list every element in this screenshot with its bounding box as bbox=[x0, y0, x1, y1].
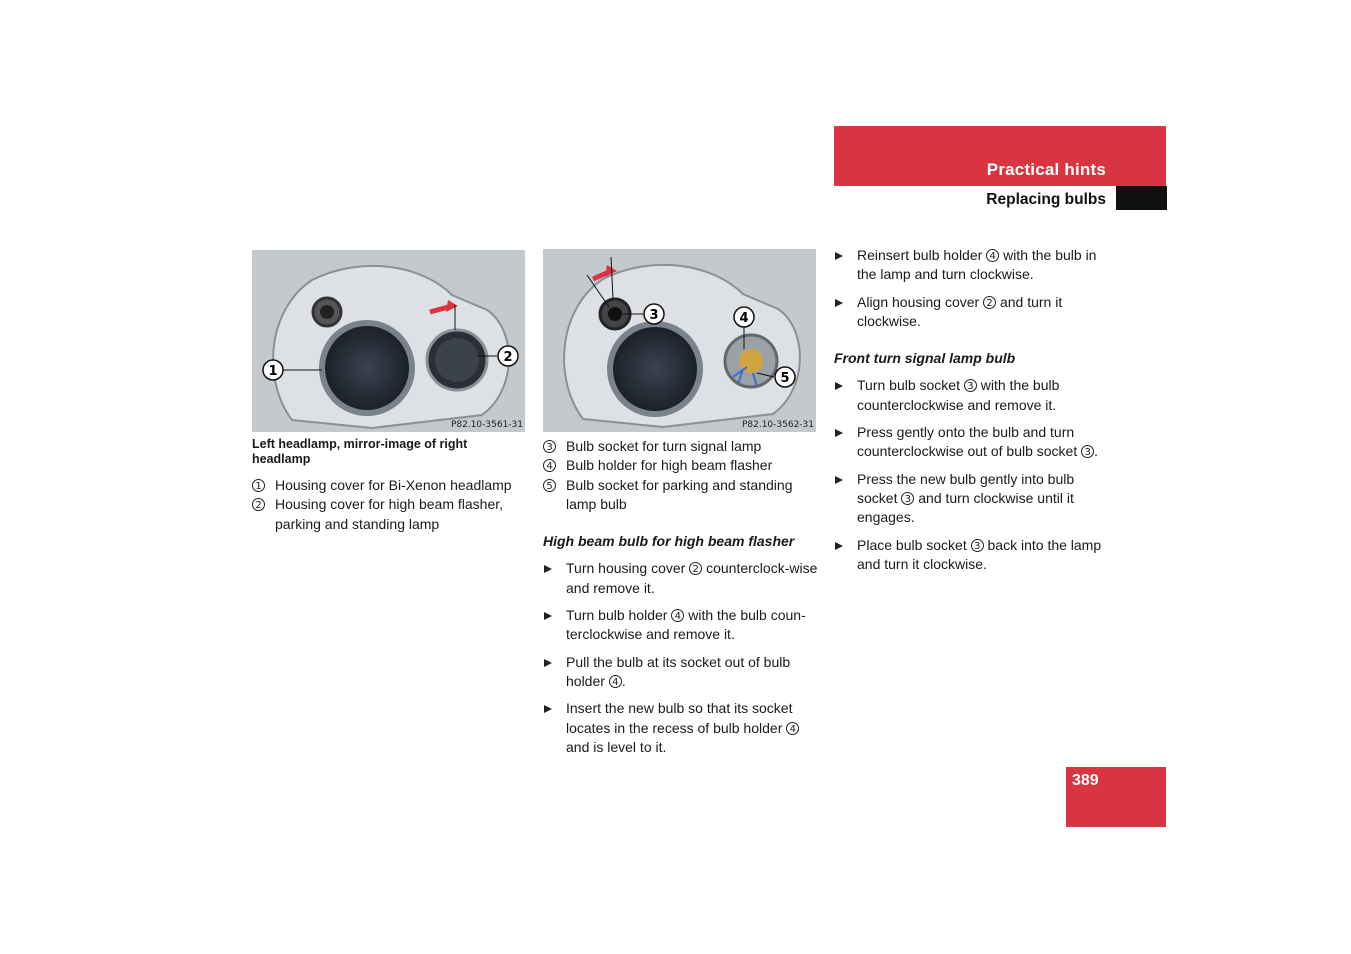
step bbox=[543, 653, 819, 692]
step-text: Turn bulb socket bbox=[857, 377, 964, 394]
figure-right-headlamp bbox=[543, 249, 816, 432]
column-2 bbox=[543, 437, 819, 765]
bullet-triangle-icon bbox=[544, 565, 552, 573]
number-badge: 5 bbox=[543, 479, 556, 492]
step bbox=[543, 699, 819, 757]
bullet-triangle-icon bbox=[835, 429, 843, 437]
step-text: Place bulb socket bbox=[857, 536, 971, 553]
step-text: with the bulb in the lamp and turn clockwise. bbox=[857, 247, 1097, 283]
headlamp-illustration-1 bbox=[252, 250, 525, 432]
section-title: Practical hints bbox=[986, 160, 1106, 179]
step bbox=[543, 559, 819, 598]
legend-item bbox=[252, 476, 527, 495]
step-text: Press gently onto the bulb and turn counterclockwise out of bulb socket bbox=[857, 424, 1082, 460]
figure-code: P82.10-3562-31 bbox=[741, 420, 814, 430]
callout-3: 3 bbox=[649, 308, 659, 323]
column-3 bbox=[834, 246, 1106, 582]
legend-text: Housing cover for Bi-Xenon headlamp bbox=[275, 477, 512, 493]
legend-item bbox=[252, 495, 527, 534]
legend-item bbox=[543, 476, 819, 515]
step-text: . bbox=[621, 672, 626, 689]
step-text: with the bulb coun-terclockwise and remove it. bbox=[566, 607, 806, 643]
bullet-triangle-icon bbox=[835, 542, 843, 550]
bullet-triangle-icon bbox=[544, 705, 552, 713]
legend-text: Housing cover for high beam flasher, parking and standing lamp bbox=[275, 496, 504, 532]
bullet-triangle-icon bbox=[544, 659, 552, 667]
number-badge: 4 bbox=[786, 722, 799, 735]
section-heading: Front turn signal lamp bulb bbox=[834, 350, 1016, 367]
legend-text: Bulb socket for parking and standing lamp bulb bbox=[566, 476, 793, 512]
step-text: Turn bulb holder bbox=[566, 607, 672, 624]
step-text: Press the new bulb gently into bulb socket bbox=[857, 470, 1075, 506]
legend-text: Bulb socket for turn signal lamp bbox=[566, 438, 762, 454]
column-1 bbox=[252, 437, 527, 534]
number-badge: 4 bbox=[543, 459, 556, 472]
bullet-triangle-icon bbox=[835, 252, 843, 260]
step bbox=[543, 606, 819, 645]
number-badge: 3 bbox=[901, 492, 914, 505]
number-badge: 4 bbox=[609, 675, 622, 688]
number-badge: 2 bbox=[689, 562, 702, 575]
bullet-triangle-icon bbox=[835, 382, 843, 390]
legend-item bbox=[543, 437, 819, 456]
bullet-triangle-icon bbox=[835, 299, 843, 307]
step-text: Reinsert bulb holder bbox=[857, 247, 987, 263]
number-badge: 2 bbox=[252, 498, 265, 511]
step bbox=[834, 293, 1106, 332]
figure-code: P82.10-3561-31 bbox=[450, 420, 523, 430]
number-badge: 2 bbox=[983, 296, 996, 309]
step-text: Pull the bulb at its socket out of bulb holder bbox=[566, 653, 791, 689]
legend-text: Bulb holder for high beam flasher bbox=[566, 457, 773, 474]
callout-1: 1 bbox=[268, 364, 278, 379]
step-text: . bbox=[1094, 443, 1099, 460]
bullet-triangle-icon bbox=[544, 612, 552, 620]
step bbox=[834, 470, 1106, 528]
number-badge: 1 bbox=[252, 479, 265, 492]
section-heading: High beam bulb for high beam flasher bbox=[543, 533, 795, 550]
step-text: Insert the new bulb so that its socket locates in the recess of bulb holder bbox=[566, 700, 793, 736]
step-text: and turn clockwise until it engages. bbox=[857, 489, 1074, 526]
step-text: and is level to it. bbox=[566, 738, 667, 755]
number-badge: 3 bbox=[1081, 445, 1094, 458]
number-badge: 3 bbox=[964, 379, 977, 392]
step bbox=[834, 376, 1106, 415]
step bbox=[834, 536, 1106, 575]
number-badge: 4 bbox=[671, 609, 684, 622]
step-text: and turn it clockwise. bbox=[857, 293, 1063, 329]
step-text: back into the lamp and turn it clockwise. bbox=[857, 536, 1102, 572]
header-tab bbox=[1116, 186, 1167, 210]
callout-4: 4 bbox=[739, 311, 749, 326]
callout-2: 2 bbox=[503, 350, 513, 365]
figure-caption: Left headlamp, mirror-image of right headlamp bbox=[252, 437, 468, 466]
subsection-title: Replacing bulbs bbox=[986, 191, 1106, 208]
step-text: counterclock-wise and remove it. bbox=[566, 560, 818, 596]
number-badge: 3 bbox=[971, 539, 984, 552]
step-text: with the bulb counterclockwise and remove it. bbox=[857, 377, 1060, 413]
page-number: 389 bbox=[1072, 772, 1099, 789]
figure-left-headlamp bbox=[252, 250, 525, 432]
bullet-triangle-icon bbox=[835, 476, 843, 484]
number-badge: 3 bbox=[543, 440, 556, 453]
step bbox=[834, 246, 1106, 285]
number-badge: 4 bbox=[986, 249, 999, 262]
headlamp-illustration-2 bbox=[543, 249, 816, 432]
legend-item bbox=[543, 456, 819, 475]
callout-5: 5 bbox=[780, 371, 790, 386]
step-text: Align housing cover bbox=[857, 293, 984, 310]
step bbox=[834, 423, 1106, 462]
step-text: Turn housing cover bbox=[566, 560, 690, 577]
